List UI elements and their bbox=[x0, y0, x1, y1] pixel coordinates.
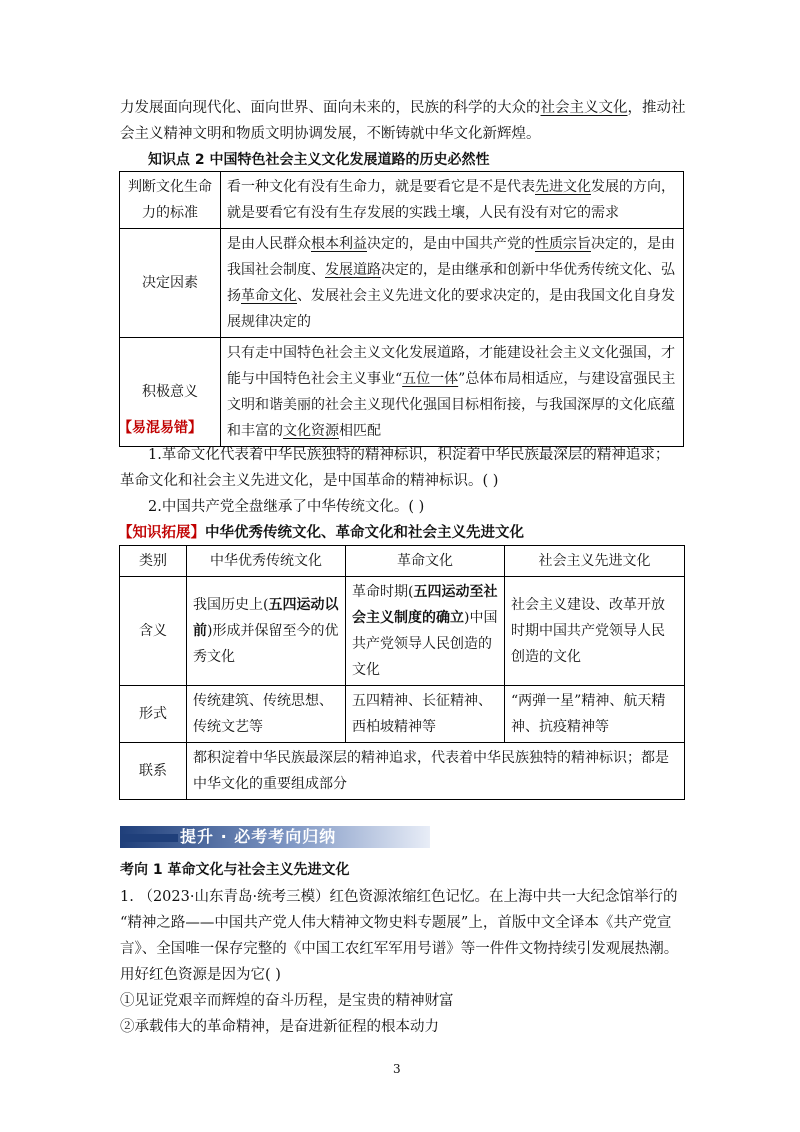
culture-comparison-table bbox=[119, 545, 685, 800]
page-number: 3 bbox=[393, 1062, 401, 1076]
mistakes-label: 【易混易错】 bbox=[118, 420, 202, 436]
mistake-question-1-line-2: 革命文化和社会主义先进文化，是中国革命的精神标识。( ) bbox=[120, 473, 499, 489]
expand-title: 中华优秀传统文化、革命文化和社会主义先进文化 bbox=[205, 525, 524, 541]
knowledge-table bbox=[119, 171, 684, 447]
question-1-line-2: “精神之路——中国共产党人伟大精神文物史料专题展”上，首版中文全译本《共产党宣 bbox=[120, 915, 672, 931]
expand-heading bbox=[118, 519, 524, 548]
row-content-vitality: 看一种文化有没有生命力，就是要看它是不是代表先进文化发展的方向，就是要看它有没有生存发展的实践土壤，人民有没有对它的需求 bbox=[221, 172, 684, 229]
question-1-line-1: 1. （2023·山东青岛·统考三模）红色资源浓缩红色记忆。在上海中共一大纪念馆举行的 bbox=[120, 889, 678, 905]
cell-socialist-form: “两弹一星”精神、航天精神、抗疫精神等 bbox=[505, 686, 685, 743]
section-banner-text: 提升 · 必考考向归纳 bbox=[180, 827, 337, 846]
cell-link: 都积淀着中华民族最深层的精神追求，代表着中华民族独特的精神标识；都是中华文化的重要组成部分 bbox=[187, 743, 685, 800]
table-row bbox=[120, 686, 685, 743]
mistake-question-2: 2.中国共产党全盘继承了中华传统文化。( ) bbox=[148, 499, 425, 515]
cell-revolutionary-form: 五四精神、长征精神、西柏坡精神等 bbox=[346, 686, 505, 743]
cell-traditional-meaning: 我国历史上(五四运动以前)形成并保留至今的优秀文化 bbox=[187, 577, 346, 686]
row-header-determining-factors: 决定因素 bbox=[120, 229, 221, 338]
cell-socialist-meaning: 社会主义建设、改革开放时期中国共产党领导人民创造的文化 bbox=[505, 577, 685, 686]
question-1-line-3: 言》、全国唯一保存完整的《中国工农红军军用号谱》等一件件文物持续引发观展热潮。 bbox=[120, 941, 679, 957]
question-1-option-2: ②承载伟大的革命精神，是奋进新征程的根本动力 bbox=[120, 1019, 439, 1035]
question-1-line-4: 用好红色资源是因为它( ) bbox=[120, 967, 281, 983]
intro-line-1: 力发展面向现代化、面向世界、面向未来的，民族的科学的大众的社会主义文化，推动社 bbox=[120, 100, 686, 116]
header-socialist: 社会主义先进文化 bbox=[505, 546, 685, 577]
header-category: 类别 bbox=[120, 546, 187, 577]
direction-1-title: 考向 1 革命文化与社会主义先进文化 bbox=[120, 862, 350, 878]
mistake-question-1-line-1: 1.革命文化代表着中华民族独特的精神标识，积淀着中华民族最深层的精神追求； bbox=[148, 447, 670, 463]
intro-line-2: 会主义精神文明和物质文明协调发展，不断铸就中华文化新辉煌。 bbox=[120, 126, 541, 142]
table-row bbox=[120, 229, 684, 338]
expand-label: 【知识拓展】 bbox=[118, 525, 205, 541]
row-label-form: 形式 bbox=[120, 686, 187, 743]
banner-accent-bar bbox=[120, 834, 178, 842]
knowledge-point-2-title: 知识点 2 中国特色社会主义文化发展道路的历史必然性 bbox=[148, 152, 490, 168]
row-label-meaning: 含义 bbox=[120, 577, 187, 686]
row-content-determining-factors: 是由人民群众根本利益决定的，是由中国共产党的性质宗旨决定的，是由我国社会制度、发展道路决定的，是由继承和创新中华优秀传统文化、弘扬革命文化、发展社会主义先进文化的要求决定的，是由我国文化自身发展规律决定的 bbox=[221, 229, 684, 338]
row-content-significance: 只有走中国特色社会主义文化发展道路，才能建设社会主义文化强国，才能与中国特色社会主义事业“五位一体”总体布局相适应，与建设富强民主文明和谐美丽的社会主义现代化强国目标相衔接，与我国深厚的文化底蕴和丰富的文化资源相匹配 bbox=[221, 338, 684, 447]
row-header-vitality: 判断文化生命力的标准 bbox=[120, 172, 221, 229]
cell-revolutionary-meaning: 革命时期(五四运动至社会主义制度的确立)中国共产党领导人民创造的文化 bbox=[346, 577, 505, 686]
question-1-option-1: ①见证党艰辛而辉煌的奋斗历程，是宝贵的精神财富 bbox=[120, 993, 454, 1009]
table-header-row bbox=[120, 546, 685, 577]
row-label-link: 联系 bbox=[120, 743, 187, 800]
table-row bbox=[120, 577, 685, 686]
header-traditional: 中华优秀传统文化 bbox=[187, 546, 346, 577]
cell-traditional-form: 传统建筑、传统思想、传统文艺等 bbox=[187, 686, 346, 743]
table-row bbox=[120, 338, 684, 447]
table-row bbox=[120, 743, 685, 800]
row-header-significance: 积极意义 bbox=[120, 338, 221, 447]
table-row bbox=[120, 172, 684, 229]
header-revolutionary: 革命文化 bbox=[346, 546, 505, 577]
